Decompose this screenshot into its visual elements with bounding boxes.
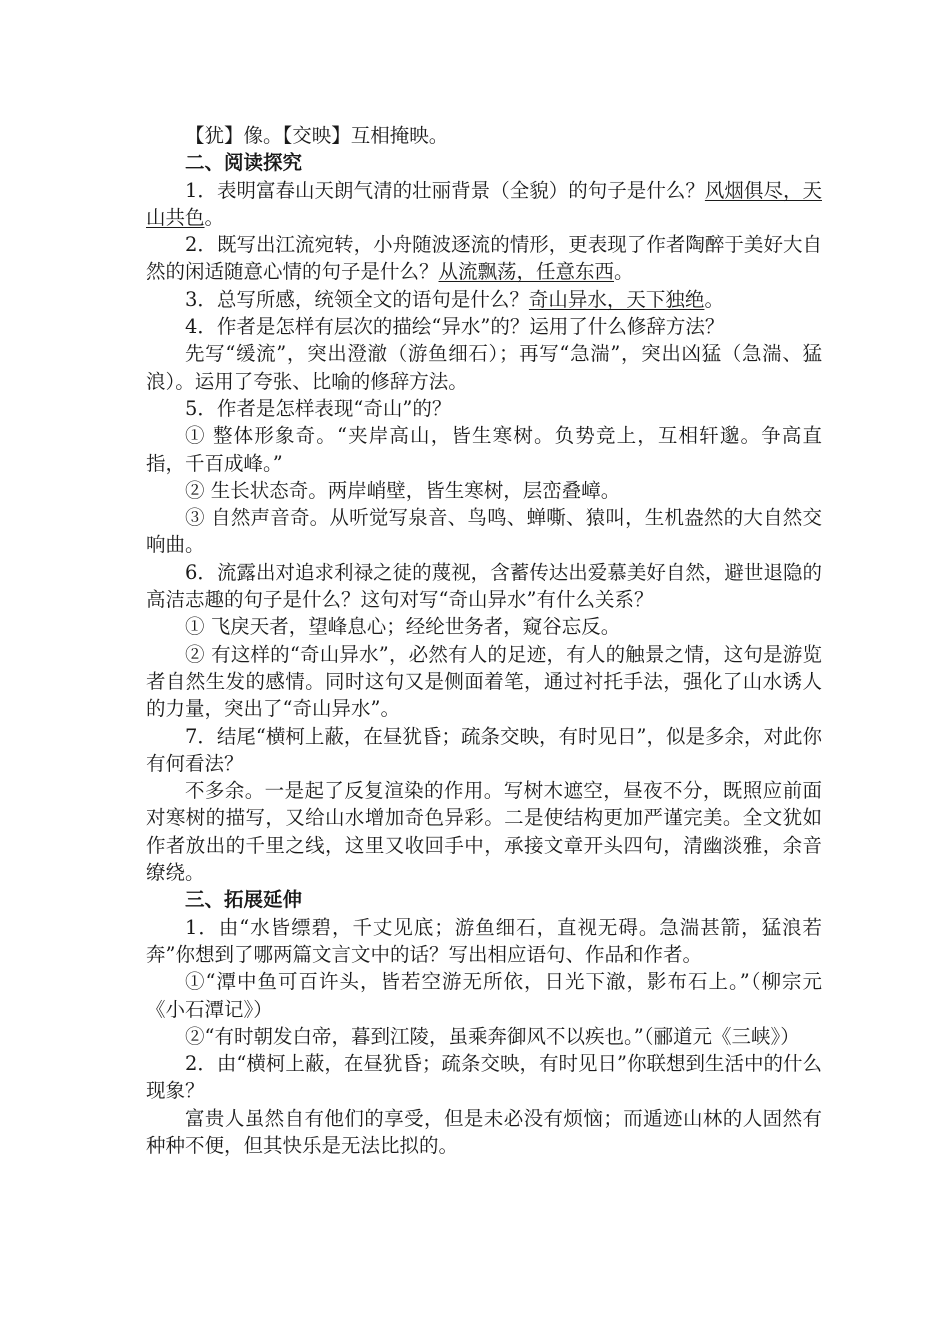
document-page <box>146 122 822 1159</box>
section-heading-extension: 三、拓展延伸 <box>185 888 303 912</box>
section-heading-reading: 二、阅读探究 <box>185 151 303 175</box>
answer-6-2: ② 有这样的“奇山异水”，必然有人的足迹，有人的触景之情，这句是游览者自然生发的感情。同时这句又是侧面着笔，通过衬托手法，强化了山水诱人的力量，突出了“奇山异水”。 <box>146 642 822 721</box>
extension-answer-1-2: ②“有时朝发白帝，暮到江陵，虽乘奔御风不以疾也。”（郦道元《三峡》） <box>185 1024 800 1048</box>
answer-6-1: ① 飞戾天者，望峰息心；经纶世务者，窥谷忘反。 <box>185 615 621 639</box>
question-2: 2．既写出江流宛转，小舟随波逐流的情形，更表现了作者陶醉于美好大自然的闲适随意心情的句子是什么？从流飘荡，任意东西。 <box>146 233 822 284</box>
question-4: 4．作者是怎样有层次的描绘“异水”的？运用了什么修辞方法？ <box>185 315 725 339</box>
extension-question-2: 2．由“横柯上蔽，在昼犹昏；疏条交映，有时见日”你联想到生活中的什么现象？ <box>146 1052 822 1103</box>
question-7: 7．结尾“横柯上蔽，在昼犹昏；疏条交映，有时见日”，似是多余，对此你有何看法？ <box>146 724 822 775</box>
answer-1: 风烟俱尽，天山共色 <box>146 178 822 229</box>
answer-5-1: ① 整体形象奇。“夹岸高山，皆生寒树。负势竞上，互相轩邈。争高直指，千百成峰。” <box>146 424 822 475</box>
answer-5-3: ③ 自然声音奇。从听觉写泉音、鸟鸣、蝉嘶、猿叫，生机盎然的大自然交响曲。 <box>146 506 822 557</box>
question-5: 5．作者是怎样表现“奇山”的？ <box>185 396 452 420</box>
answer-3: 奇山异水，天下独绝 <box>528 287 705 311</box>
answer-7: 不多余。一是起了反复渲染的作用。写树木遮空，昼夜不分，既照应前面对寒树的描写，又给山水增加奇色异彩。二是使结构更加严谨完美。全文犹如作者放出的千里之线，这里又收回手中，承接文章开头四句，清幽淡雅，余音缭绕。 <box>146 779 822 885</box>
answer-2: 从流飘荡，任意东西 <box>438 260 615 284</box>
question-1: 1．表明富春山天朗气清的壮丽背景（全貌）的句子是什么？风烟俱尽，天山共色。 <box>146 178 822 229</box>
extension-answer-2: 富贵人虽然自有他们的享受，但是未必没有烦恼；而遁迹山林的人固然有种种不便，但其快乐是无法比拟的。 <box>146 1106 822 1157</box>
question-6: 6．流露出对追求利禄之徒的蔑视，含蓄传达出爱慕美好自然，避世退隐的高洁志趣的句子是什么？这句对写“奇山异水”有什么关系？ <box>146 560 822 612</box>
answer-5-2: ② 生长状态奇。两岸峭壁，皆生寒树，层峦叠嶂。 <box>185 478 621 502</box>
answer-4: 先写“缓流”，突出澄澈（游鱼细石）；再写“急湍”，突出凶猛（急湍、猛浪）。运用了夸张、比喻的修辞方法。 <box>146 342 822 393</box>
extension-question-1: 1．由“水皆缥碧，千丈见底；游鱼细石，直视无碍。急湍甚箭，猛浪若奔”你想到了哪两篇文言文中的话？写出相应语句、作品和作者。 <box>146 915 822 966</box>
annotation-line: 【犹】像。【交映】互相掩映。 <box>185 124 449 147</box>
extension-answer-1-1: ①“潭中鱼可百许头，皆若空游无所依，日光下澈，影布石上。”（柳宗元《小石潭记》） <box>146 970 822 1021</box>
question-3: 3．总写所感，统领全文的语句是什么？奇山异水，天下独绝。 <box>185 287 724 311</box>
